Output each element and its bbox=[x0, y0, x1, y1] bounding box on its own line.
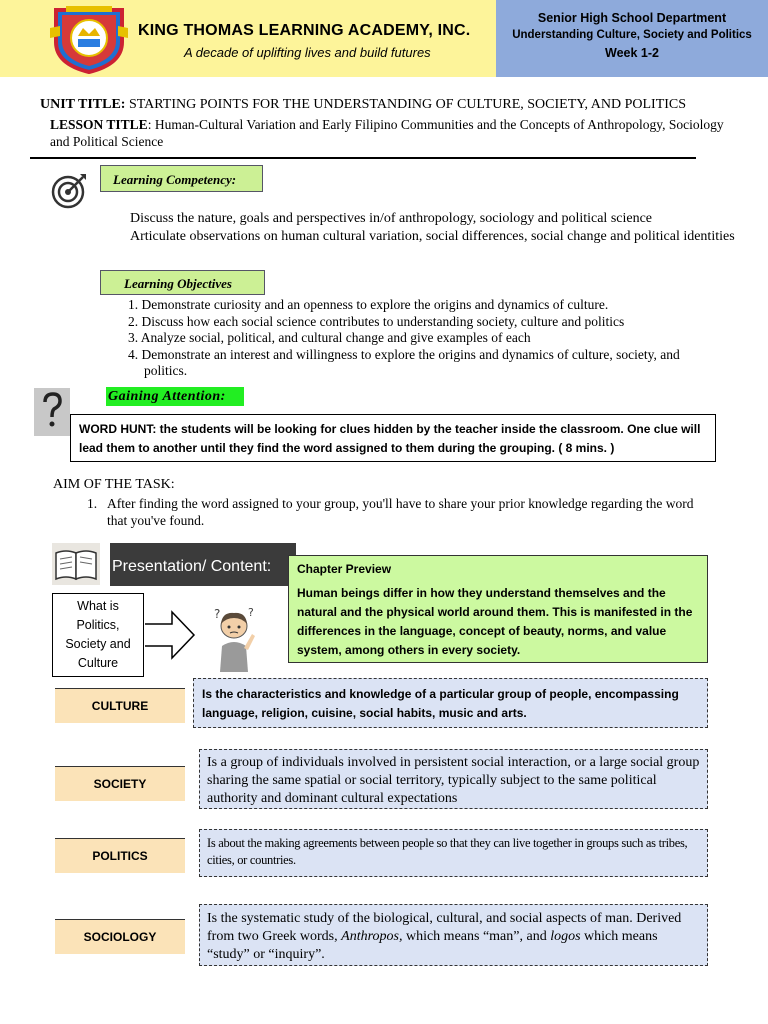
definition-box: Is about the making agreements between people so that they can live together in groups such as tribes, cities, or countries. bbox=[199, 829, 708, 877]
unit-title-text: STARTING POINTS FOR THE UNDERSTANDING OF CULTURE, SOCIETY, AND POLITICS bbox=[128, 97, 687, 112]
definition-text: which means “man”, and bbox=[402, 929, 551, 944]
term-label: POLITICS bbox=[55, 838, 185, 874]
objective-item: 2. Discuss how each social science contributes to understanding society, culture and politics bbox=[128, 313, 625, 329]
school-name: KING THOMAS LEARNING ACADEMY, INC. bbox=[138, 22, 471, 39]
objective-item: 3. Analyze social, political, and cultural change and give examples of each bbox=[128, 330, 531, 345]
term-label: SOCIETY bbox=[55, 766, 185, 802]
svg-text:?: ? bbox=[248, 606, 254, 619]
lesson-title-label: LESSON TITLE bbox=[50, 117, 148, 132]
gaining-attention-heading: Gaining Attention: bbox=[106, 387, 244, 406]
lesson-title-text: : Human-Cultural Variation and Early Filipino Communities and the Concepts of Anthropology, Sociology and Political Science bbox=[50, 117, 724, 149]
divider bbox=[30, 157, 696, 159]
arrow-right-icon bbox=[144, 610, 196, 660]
objective-item: 1. Demonstrate curiosity and an openness to explore the origins and dynamics of culture. bbox=[128, 297, 609, 312]
what-is-line: Culture bbox=[77, 656, 119, 670]
what-is-line: Society and bbox=[65, 637, 131, 651]
department-label: Senior High School Department bbox=[537, 11, 727, 25]
competency-item: Discuss the nature, goals and perspectives in/of anthropology, sociology and political science bbox=[130, 211, 653, 226]
word-hunt-box: WORD HUNT: the students will be looking for clues hidden by the teacher inside the classroom. One clue will lead them to another until they find the word assigned to them during the grouping. ( 8 mins. ) bbox=[70, 414, 716, 462]
chapter-preview-text: Human beings differ in how they understand themselves and the natural and the physical world around them. This is manifested in the differences in the language, concept of beauty, norms, and value system, among others in every society. bbox=[297, 586, 693, 657]
unit-title bbox=[40, 97, 686, 113]
definition-box: Is the characteristics and knowledge of a particular group of people, encompassing language, religion, cuisine, social habits, music and arts. bbox=[193, 678, 708, 728]
term-label: CULTURE bbox=[55, 688, 185, 724]
target-icon bbox=[50, 170, 90, 210]
learning-competency-heading: Learning Competency: bbox=[100, 165, 263, 192]
lesson-title bbox=[50, 116, 730, 150]
greek-word: logos bbox=[550, 929, 581, 944]
unit-title-label: UNIT TITLE: bbox=[40, 97, 126, 112]
definition-box: Is a group of individuals involved in persistent social interaction, or a large social group sharing the same spatial or social territory, typically subject to the same political authority and dominant cultural expectations bbox=[199, 749, 708, 809]
what-is-line: What is bbox=[77, 599, 119, 613]
svg-text:?: ? bbox=[214, 607, 221, 621]
aim-item-number: 1. bbox=[87, 496, 98, 511]
term-label: SOCIOLOGY bbox=[55, 919, 185, 955]
week-label: Week 1-2 bbox=[605, 46, 659, 60]
presentation-content-label: Presentation/ Content: bbox=[110, 543, 296, 586]
competency-list bbox=[130, 210, 750, 246]
what-is-box bbox=[52, 593, 144, 677]
subject-label: Understanding Culture, Society and Politics bbox=[512, 29, 752, 41]
chapter-preview-title: Chapter Preview bbox=[297, 562, 392, 576]
school-logo bbox=[48, 6, 130, 74]
what-is-line: Politics, bbox=[76, 618, 120, 632]
objectives-list bbox=[128, 297, 718, 380]
definition-text: which means “study” or “inquiry”. bbox=[207, 929, 658, 962]
learning-objectives-heading: Learning Objectives bbox=[100, 270, 265, 295]
definition-box bbox=[199, 904, 708, 966]
question-mark-icon bbox=[34, 388, 70, 436]
aim-item bbox=[87, 495, 717, 529]
school-motto: A decade of uplifting lives and build futures bbox=[184, 45, 431, 60]
thinking-student-icon bbox=[208, 604, 260, 672]
book-icon bbox=[52, 543, 100, 585]
greek-word: Anthropos, bbox=[341, 929, 403, 944]
aim-item-text: After finding the word assigned to your group, you'll have to share your prior knowledge regarding the word that you've found. bbox=[107, 496, 694, 528]
aim-heading: AIM OF THE TASK: bbox=[53, 477, 175, 492]
definition-text: Is the systematic study of the biological, cultural, and social aspects of man. Derived from two Greek words, bbox=[207, 911, 682, 944]
chapter-preview-box bbox=[288, 555, 708, 663]
competency-item: Articulate observations on human cultural variation, social differences, social change and political identities bbox=[130, 229, 735, 244]
objective-item: 4. Demonstrate an interest and willingness to explore the origins and dynamics of culture, society, and politics. bbox=[128, 346, 680, 378]
